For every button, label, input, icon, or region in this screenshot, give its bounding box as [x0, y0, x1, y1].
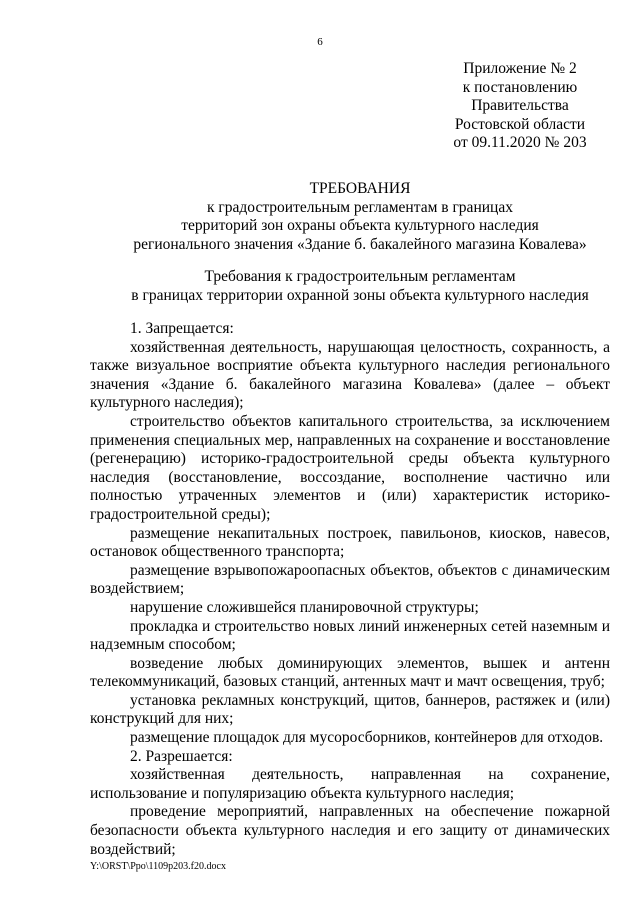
body-paragraph: размещение некапитальных построек, павильонов, киосков, навесов, остановок общественного транспорта; [90, 524, 610, 561]
file-path-footer: Y:\ORST\Ppo\1109p203.f20.docx [90, 861, 226, 872]
title-line: территорий зон охраны объекта культурного наследия [181, 217, 539, 234]
body-paragraph: установка рекламных конструкций, щитов, баннеров, растяжек и (или) конструкций для них; [90, 691, 610, 728]
appendix-line: от 09.11.2020 № 203 [453, 134, 587, 151]
body-paragraph: возведение любых доминирующих элементов, вышек и антенн телекоммуникаций, базовых станций, антенных мачт и мачт освещения, труб; [90, 654, 610, 691]
body-paragraph: размещение площадок для мусоросборников, контейнеров для отходов. [130, 729, 604, 747]
body-paragraph: нарушение сложившейся планировочной структуры; [130, 598, 479, 616]
appendix-line: Ростовской области [454, 115, 586, 133]
document-body [90, 320, 610, 859]
subtitle-line: Требования к градостроительным регламентам [204, 268, 516, 285]
body-paragraph: 2. Разрешается: [130, 747, 233, 765]
section-subtitle [90, 268, 630, 305]
appendix-line: Приложение № 2 [463, 60, 577, 77]
title-line: к градостроительным регламентам в границах [207, 198, 513, 216]
body-paragraph: размещение взрывопожароопасных объектов, объектов с динамическим воздействием; [90, 561, 610, 598]
body-paragraph: 1. Запрещается: [130, 320, 234, 337]
body-paragraph: хозяйственная деятельность, направленная на сохранение, использование и популяризацию объекта культурного наследия; [90, 766, 610, 802]
appendix-line: к постановлению [462, 78, 578, 96]
body-paragraph: прокладка и строительство новых линий инженерных сетей наземным и надземным способом; [90, 617, 610, 654]
document-title [90, 180, 630, 254]
body-paragraph: хозяйственная деятельность, нарушающая целостность, сохранность, а также визуальное восприятие объекта культурного наследия регионального значения «Здание б. бакалейного магазина Ковалева» (далее – объект культурного наследия); [90, 338, 610, 412]
body-paragraph: проведение мероприятий, направленных на обеспечение пожарной безопасности объекта культурного наследия и его защиту от динамических воздействий; [90, 803, 610, 858]
title-line: регионального значения «Здание б. бакалейного магазина Ковалева» [133, 235, 587, 253]
subtitle-line: в границах территории охранной зоны объекта культурного наследия [131, 286, 589, 304]
appendix-line: Правительства [471, 97, 569, 114]
title-heading: ТРЕБОВАНИЯ [309, 180, 411, 197]
body-paragraph: строительство объектов капитального строительства, за исключением применения специальных мер, направленных на сохранение и восстановление (регенерацию) историко-градостроительной среды объекта культурного наследия (восстановление, воссоздание, восполнение частично или полностью утраченных элементов и (или) характеристик историко-градостроительной среды); [90, 412, 610, 523]
appendix-reference [435, 60, 605, 153]
page-number: 6 [317, 36, 323, 48]
